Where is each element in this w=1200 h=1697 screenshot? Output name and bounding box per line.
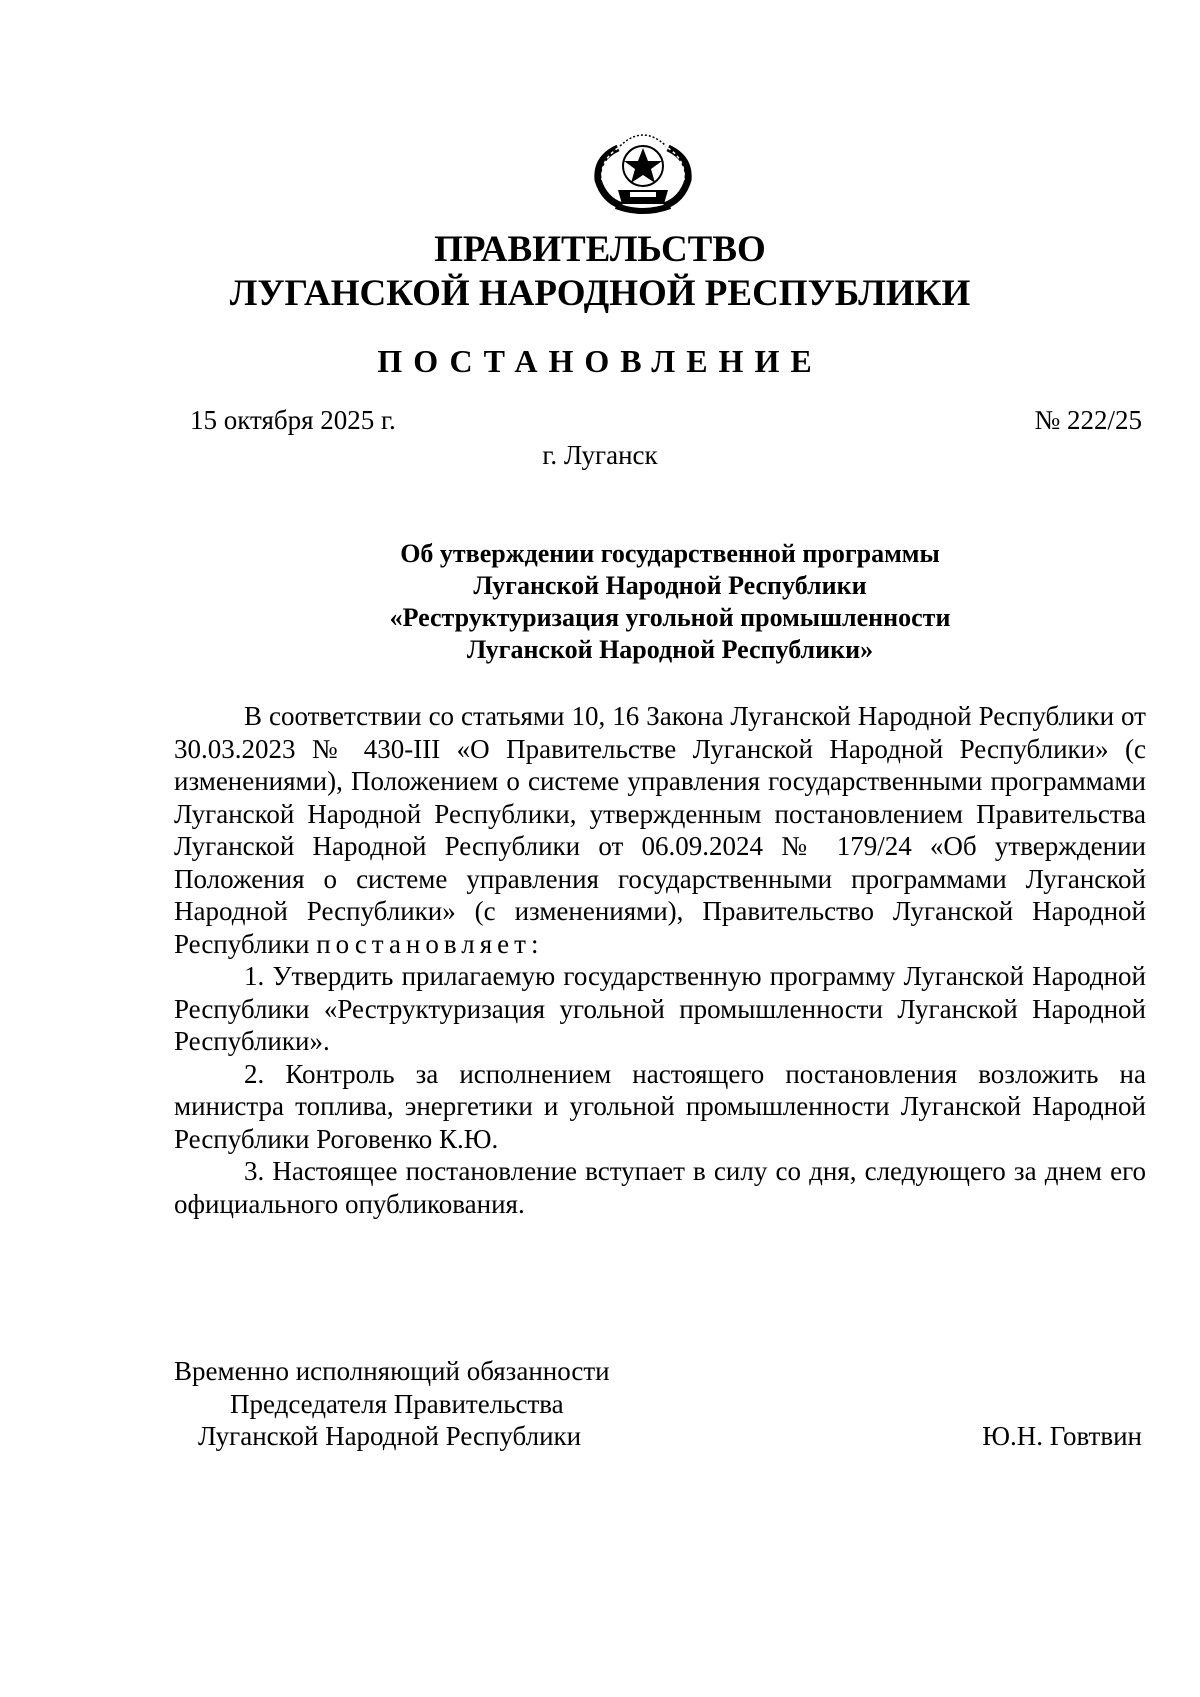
signatory-position-line-1: Временно исполняющий обязанности [174,1356,610,1386]
org-line-2: ЛУГАНСКОЙ НАРОДНОЙ РЕСПУБЛИКИ [229,273,971,314]
document-date: 15 октября 2025 г. [190,405,396,435]
signatory-position-line-3: Луганской Народной Республики [198,1421,582,1451]
item-2: 2. Контроль за исполнением настоящего постановления возложить на министра топлива, энергетики и угольной промышленности Луганской Народной Республики Роговенко К.Ю. [174,1058,1146,1154]
item-3: 3. Настоящее постановление вступает в силу со дня, следующего за днем его официального опубликования. [174,1156,1146,1219]
document-body [174,700,1146,1220]
organization-name [0,228,1200,316]
preamble-text: В соответствии со статьями 10, 16 Закона Луганской Народной Республики от 30.03.2023 № 430-III «О Правительстве Луганской Народной Республики» (с изменениями), Положением о системе управления государственными программами Луганской Народной Республики, утвержденным постановлением Правительства Луганской Народной Республики от 06.09.2024 № 179/24 «Об утверждении Положения о системе управления государственными программами Луганской Народной Республики» (с изменениями), Правительство Луганской Народной Республики [174,701,1146,959]
document-city: г. Луганск [542,440,658,470]
title-line-3: «Реструктуризация угольной промышленности [389,603,951,632]
title-line-4: Луганской Народной Республики» [466,635,874,664]
document-number: № 222/25 [1034,405,1142,435]
document-type: ПОСТАНОВЛЕНИЕ [377,343,823,379]
title-line-1: Об утверждении государственной программы [400,539,940,568]
item-1: 1. Утвердить прилагаемую государственную программу Луганской Народной Республики «Реструктуризация угольной промышленности Луганской Народной Республики». [174,961,1146,1056]
signatory-position-line-2: Председателя Правительства [230,1389,564,1419]
coat-of-arms-icon [578,118,708,218]
title-line-2: Луганской Народной Республики [473,571,867,600]
document-title [350,538,990,666]
decree-word: постановляет: [316,928,544,959]
signatory-name: Ю.Н. Говтвин [982,1421,1142,1451]
preamble-paragraph [174,700,1146,960]
org-line-1: ПРАВИТЕЛЬСТВО [434,229,766,270]
